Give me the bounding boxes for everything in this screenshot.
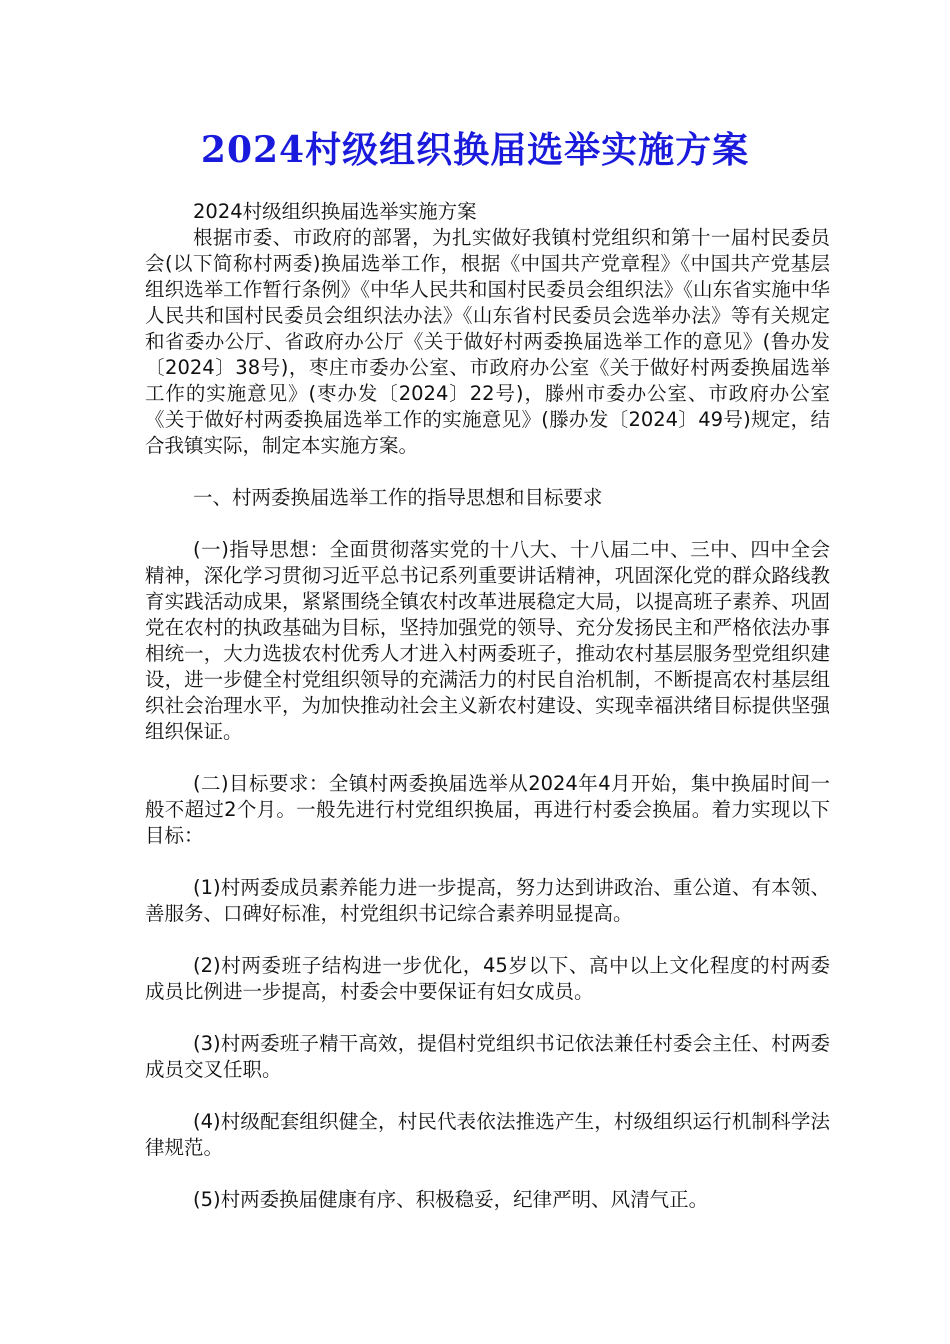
goal-item-1: (1)村两委成员素养能力进一步提高，努力达到讲政治、重公道、有本领、善服务、口碑好标准，村党组织书记综合素养明显提高。	[145, 876, 830, 925]
goal-requirements-paragraph: (二)目标要求：全镇村两委换届选举从2024年4月开始，集中换届时间一般不超过2个月。一般先进行村党组织换届，再进行村委会换届。着力实现以下目标：	[145, 772, 830, 847]
document-body	[145, 199, 830, 1213]
subtitle-paragraph: 2024村级组织换届选举实施方案	[193, 200, 477, 223]
section-heading: 一、村两委换届选举工作的指导思想和目标要求	[193, 486, 603, 509]
goal-item-3: (3)村两委班子精干高效，提倡村党组织书记依法兼任村委会主任、村两委成员交叉任职。	[145, 1032, 830, 1081]
goal-item-5: (5)村两委换届健康有序、积极稳妥，纪律严明、风清气正。	[193, 1188, 709, 1211]
goal-item-4: (4)村级配套组织健全，村民代表依法推选产生，村级组织运行机制科学法律规范。	[145, 1110, 830, 1159]
intro-paragraph: 根据市委、市政府的部署，为扎实做好我镇村党组织和第十一届村民委员会(以下简称村两委)换届选举工作，根据《中国共产党章程》《中国共产党基层组织选举工作暂行条例》《中华人民共和国村民委员会组织法》《山东省实施中华人民共和国村民委员会组织法办法》《山东省村民委员会选举办法》等有关规定和省委办公厅、省政府办公厅《关于做好村两委换届选举工作的意见》(鲁办发〔2024〕38号)，枣庄市委办公室、市政府办公室《关于做好村两委换届选举工作的实施意见》(枣办发〔2024〕22号)，滕州市委办公室、市政府办公室《关于做好村两委换届选举工作的实施意见》(滕办发〔2024〕49号)规定，结合我镇实际，制定本实施方案。	[145, 226, 830, 457]
document-title: 2024村级组织换届选举实施方案	[200, 129, 750, 171]
goal-item-2: (2)村两委班子结构进一步优化，45岁以下、高中以上文化程度的村两委成员比例进一步提高，村委会中要保证有妇女成员。	[145, 954, 830, 1003]
guiding-thought-paragraph: (一)指导思想：全面贯彻落实党的十八大、十八届二中、三中、四中全会精神，深化学习贯彻习近平总书记系列重要讲话精神，巩固深化党的群众路线教育实践活动成果，紧紧围绕全镇农村改革进展稳定大局，以提高班子素养、巩固党在农村的执政基础为目标，坚持加强党的领导、充分发扬民主和严格依法办事相统一，大力选拔农村优秀人才进入村两委班子，推动农村基层服务型党组织建设，进一步健全村党组织领导的充满活力的村民自治机制，不断提高农村基层组织社会治理水平，为加快推动社会主义新农村建设、实现幸福洪绪目标提供坚强组织保证。	[145, 538, 830, 743]
